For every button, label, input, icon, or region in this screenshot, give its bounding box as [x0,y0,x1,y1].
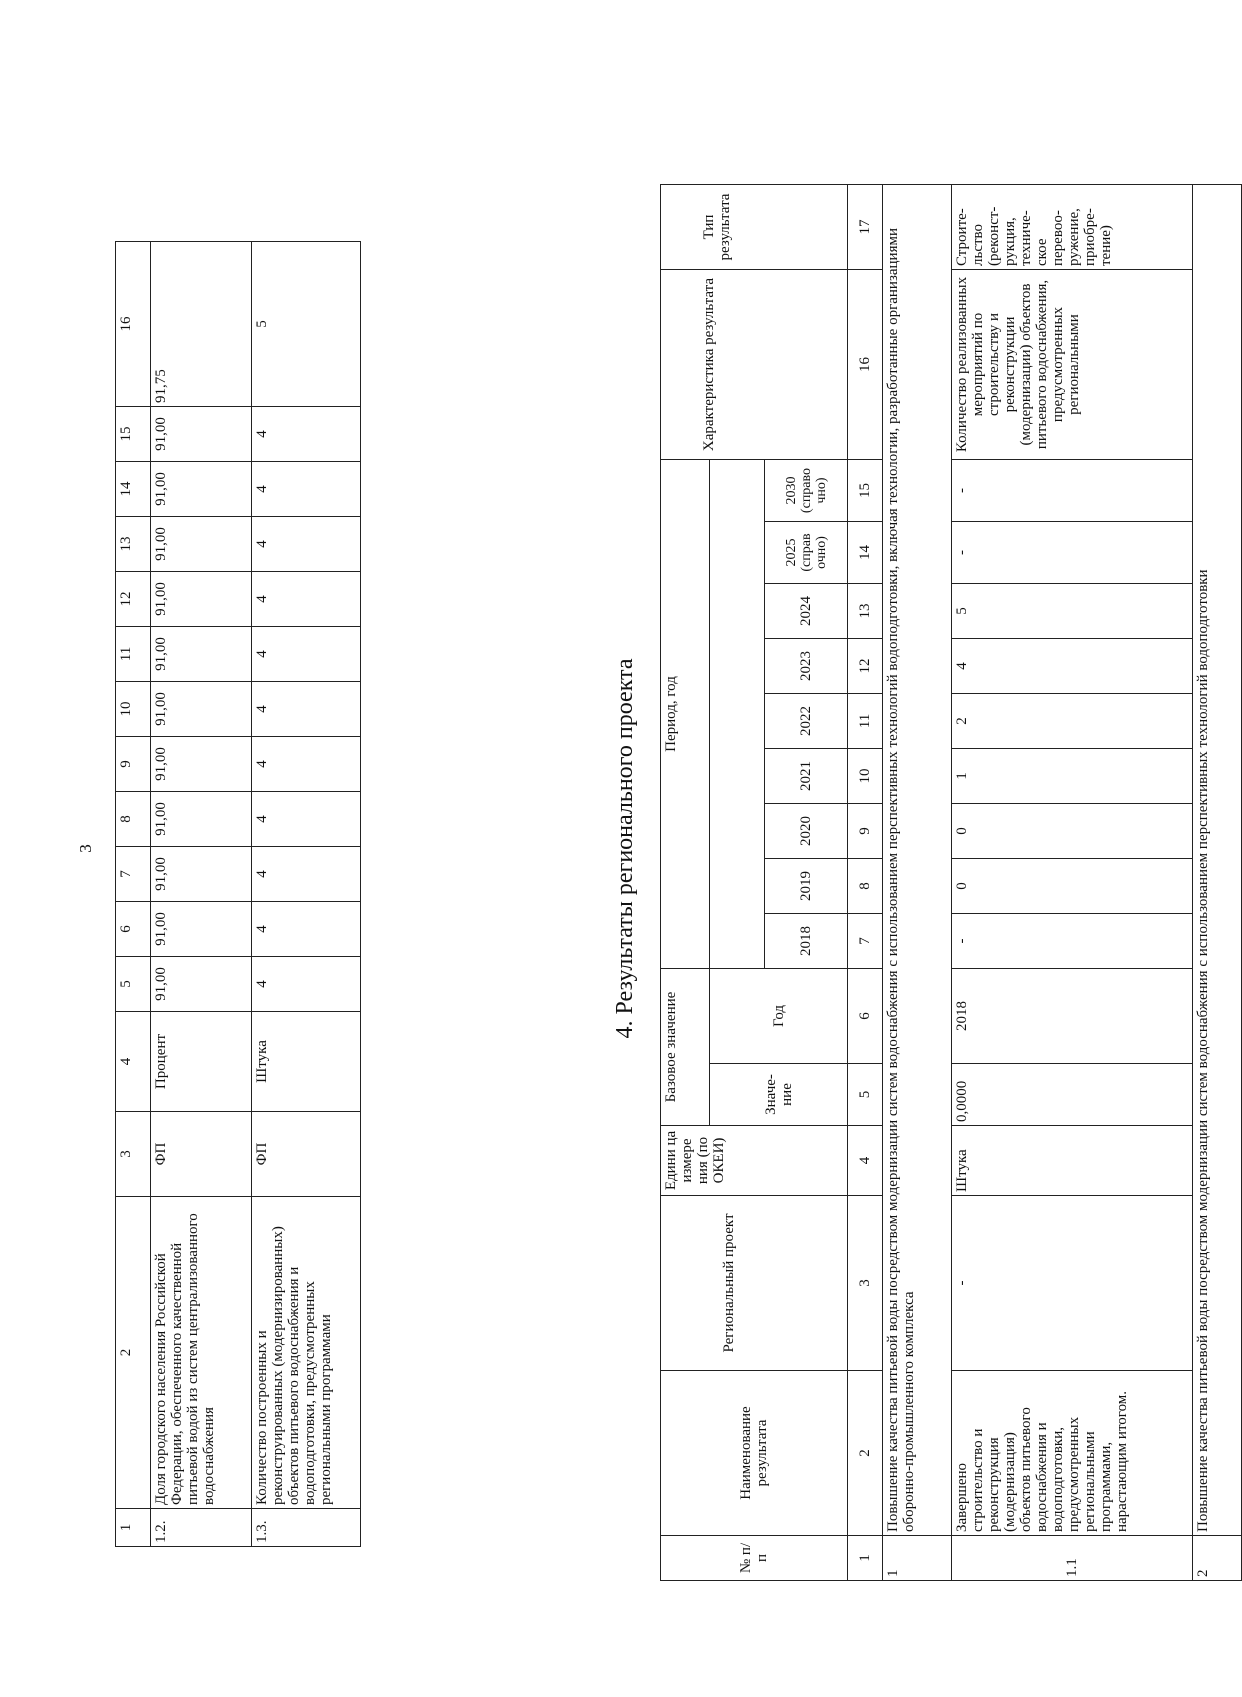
row-number: 1.2. [151,1509,252,1547]
indicator-type: ФП [252,1112,361,1197]
col-number: 13 [848,584,883,639]
result-value: 5 [952,584,1193,639]
indicators-header-row [116,242,151,1547]
head-base-year: Год [710,969,848,1064]
head-base-value: Значе-ние [710,1064,848,1126]
indicator-unit: Процент [151,1012,252,1112]
col-number: 14 [848,522,883,584]
head-project: Региональный проект [661,1196,848,1371]
result-name: Завершено строительство и реконструкция (модернизация) объектов питьевого водоснабжения и водоподготовки, предусмотренных региональными программами, нарастающим итогом. [952,1371,1193,1536]
col-number: 2 [848,1371,883,1536]
result-value: - [952,914,1193,969]
result-base-value: 0,0000 [952,1064,1193,1126]
header-cell: 1 [116,1509,151,1547]
task-text: Повышение качества питьевой воды посредством модернизации систем водоснабжения с использованием перспективных технологий водоподготовки [1193,185,1242,1536]
head-year: 2025 (справ очно) [765,522,848,584]
indicator-value: 91,75 [151,242,252,407]
header-cell: 5 [116,957,151,1012]
row-number: 1.3. [252,1509,361,1547]
header-cell: 6 [116,902,151,957]
indicator-value: 91,00 [151,517,252,572]
task-row-1 [883,185,952,1581]
header-cell: 12 [116,572,151,627]
indicator-value: 5 [252,242,361,407]
indicator-value: 91,00 [151,682,252,737]
result-type: Строите-льство (реконст-рукция, техниче-ское перевоо-ружение, приобре-тение) [952,185,1193,270]
head-period: Период, год [661,460,710,969]
result-base-year: 2018 [952,969,1193,1064]
indicator-value: 4 [252,792,361,847]
col-number: 7 [848,914,883,969]
col-number: 16 [848,270,883,460]
indicator-value: 4 [252,902,361,957]
col-number: 9 [848,804,883,859]
result-value: 4 [952,639,1193,694]
indicator-value: 91,00 [151,847,252,902]
indicator-value: 91,00 [151,572,252,627]
col-number: 17 [848,185,883,270]
indicator-value: 4 [252,847,361,902]
indicator-value: 91,00 [151,792,252,847]
header-cell: 7 [116,847,151,902]
head-base: Базовое значение [661,969,710,1126]
results-head-row-1 [661,185,710,1581]
head-year: 2018 [765,914,848,969]
header-cell: 9 [116,737,151,792]
indicators-table [115,241,361,1547]
head-year: 2021 [765,749,848,804]
column-numbers-row [848,185,883,1581]
result-value: - [952,522,1193,584]
col-number: 10 [848,749,883,804]
col-number: 11 [848,694,883,749]
header-cell: 3 [116,1112,151,1197]
result-project: - [952,1196,1193,1371]
result-value: - [952,460,1193,522]
result-value: 2 [952,694,1193,749]
col-number: 4 [848,1126,883,1196]
col-number: 3 [848,1196,883,1371]
header-cell: 4 [116,1012,151,1112]
header-cell: 2 [116,1197,151,1509]
head-num: № п/п [661,1536,848,1581]
header-cell: 14 [116,462,151,517]
results-table [660,184,1242,1581]
task-text: Повышение качества питьевой воды посредством модернизации систем водоснабжения с использованием перспективных технологий водоподготовки, включая технологии, разработанные организациями оборонно-промышленного комплекса [883,185,952,1536]
head-name: Наименование результата [661,1371,848,1536]
result-characteristic: Количество реализованных мероприятий по строительству и реконструкции (модернизации) объектов питьевого водоснабжения, предусмотренных региональными [952,270,1193,460]
indicator-value: 4 [252,627,361,682]
result-number: 1.1 [952,1536,1193,1581]
result-unit: Штука [952,1126,1193,1196]
indicator-value: 91,00 [151,407,252,462]
col-number: 12 [848,639,883,694]
indicator-type: ФП [151,1112,252,1197]
indicator-value: 4 [252,572,361,627]
head-period-spacer [710,460,765,969]
indicator-value: 91,00 [151,737,252,792]
indicator-value: 4 [252,682,361,737]
head-year: 2020 [765,804,848,859]
indicator-value: 91,00 [151,902,252,957]
head-result-type: Тип результата [661,185,848,270]
indicator-value: 4 [252,517,361,572]
task-number: 1 [883,1536,952,1581]
head-year: 2019 [765,859,848,914]
head-unit: Едини ца измере ния (по ОКЕИ) [661,1126,848,1196]
indicator-value: 91,00 [151,627,252,682]
result-value: 0 [952,804,1193,859]
indicator-row [252,242,361,1547]
indicator-value: 4 [252,737,361,792]
header-cell: 10 [116,682,151,737]
header-cell: 8 [116,792,151,847]
indicator-unit: Штука [252,1012,361,1112]
result-row [952,185,1193,1581]
indicator-value: 4 [252,462,361,517]
header-cell: 13 [116,517,151,572]
col-number: 15 [848,460,883,522]
indicator-value: 91,00 [151,957,252,1012]
result-value: 1 [952,749,1193,804]
col-number: 8 [848,859,883,914]
indicator-name: Доля городского населения Российской Федерации, обеспеченного качественной питьевой водой из систем централизованного водоснабжения [151,1197,252,1509]
header-cell: 11 [116,627,151,682]
result-value: 0 [952,859,1193,914]
indicator-value: 4 [252,407,361,462]
task-row-2 [1193,185,1242,1581]
col-number: 6 [848,969,883,1064]
indicator-name: Количество построенных и реконструированных (модернизированных) объектов питьевого водоснабжения и водоподготовки, предусмотренных региональными программами [252,1197,361,1509]
head-year: 2030 (справо чно) [765,460,848,522]
header-cell: 15 [116,407,151,462]
col-number: 5 [848,1064,883,1126]
task-number: 2 [1193,1536,1242,1581]
section-heading: 4. Результаты регионального проекта [612,658,638,1039]
page-number: 3 [76,844,95,853]
head-year: 2023 [765,639,848,694]
head-characteristic: Характеристика результата [661,270,848,460]
indicator-value: 91,00 [151,462,252,517]
head-year: 2024 [765,584,848,639]
header-cell: 16 [116,242,151,407]
head-year: 2022 [765,694,848,749]
indicator-row [151,242,252,1547]
indicator-value: 4 [252,957,361,1012]
col-number: 1 [848,1536,883,1581]
